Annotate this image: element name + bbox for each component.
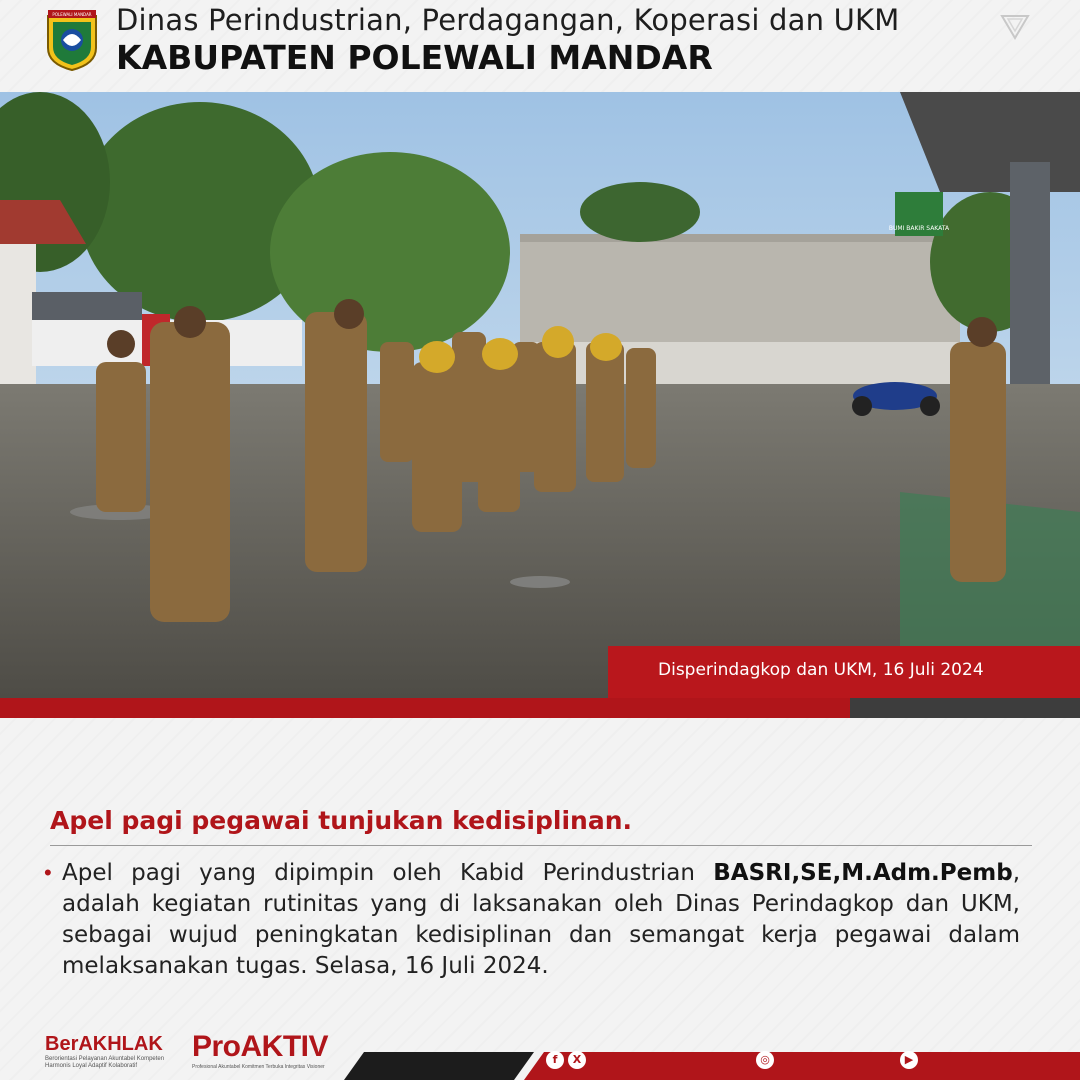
triangle-decoration-icon	[1000, 14, 1030, 40]
youtube-icon[interactable]: ▶	[900, 1051, 918, 1069]
organization-name: Dinas Perindustrian, Perdagangan, Koperasi dan UKM	[116, 3, 900, 37]
article-body-prefix: Apel pagi yang dipimpin oleh Kabid Perindustrian	[62, 860, 714, 886]
bullet-dot: •	[44, 860, 52, 885]
header	[0, 0, 1080, 92]
svg-text:POLEWALI MANDAR: POLEWALI MANDAR	[52, 12, 92, 17]
shop-sign: BUMI BAKIR SAKATA	[888, 225, 950, 232]
event-photo	[0, 92, 1080, 698]
berakhlak-sub2: Harmonis Loyal Adaptif Kolaboratif	[45, 1063, 138, 1069]
facebook-icon[interactable]: f	[546, 1051, 564, 1069]
region-name: KABUPATEN POLEWALI MANDAR	[116, 38, 713, 77]
dark-divider-bar	[850, 698, 1080, 718]
berakhlak-logo	[45, 1033, 180, 1073]
proaktiv-sub: Profesional Akuntabel Komitmen Terbuka Integritas Visioner	[192, 1064, 325, 1070]
photo-caption: Disperindagkop dan UKM, 16 Juli 2024	[658, 660, 984, 680]
proaktiv-logo	[192, 1030, 352, 1074]
proaktiv-title: ProAKTIV	[192, 1030, 329, 1063]
x-icon[interactable]: X	[568, 1051, 586, 1069]
berakhlak-title: BerAKHLAK	[45, 1033, 163, 1055]
instagram-icon[interactable]: ◎	[756, 1051, 774, 1069]
article-body-suffix: , adalah kegiatan rutinitas yang di laksanakan oleh Dinas Perindagkop dan UKM, sebagai wujud peningkatan kedisiplinan dan semangat kerja pegawai dalam melaksanakan tugas. Selasa, 16 Juli 2024.	[62, 860, 1020, 979]
footer-bar	[344, 1052, 1080, 1080]
berakhlak-sub1: Berorientasi Pelayanan Akuntabel Kompeten	[45, 1056, 165, 1062]
regency-emblem-icon	[44, 10, 100, 72]
headline-rule	[50, 845, 1032, 846]
red-divider-bar	[0, 698, 850, 718]
article-body	[62, 858, 1020, 982]
leader-name: BASRI,SE,M.Adm.Pemb	[713, 860, 1013, 886]
article-headline: Apel pagi pegawai tunjukan kedisiplinan.	[50, 806, 632, 835]
